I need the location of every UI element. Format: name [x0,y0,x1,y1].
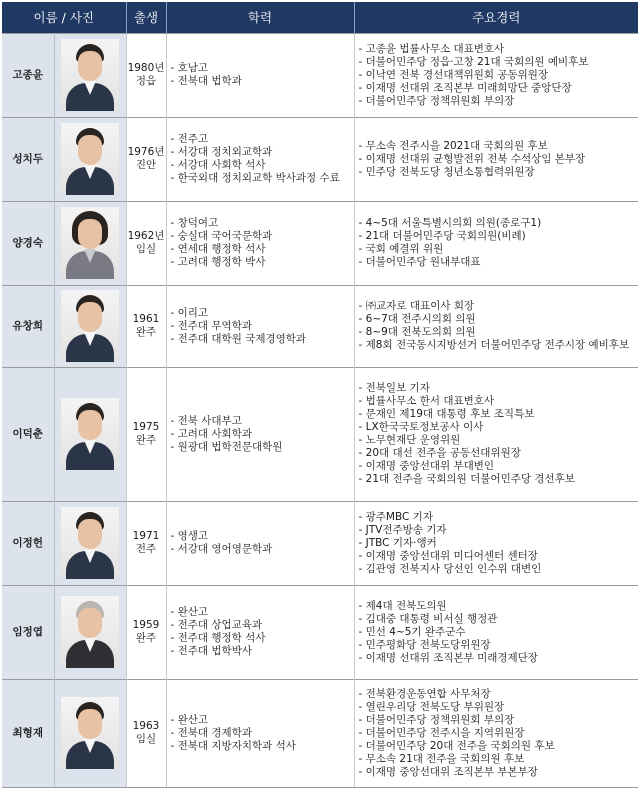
birth-cell [126,201,166,285]
education-item: - 전북대 법학과 [171,75,354,88]
birth-place: 진안 [135,159,157,171]
education-item: - 완산고 [171,714,354,727]
career-item: - 김대중 대통령 비서실 행정관 [359,613,639,626]
career-item: - 민주당 전북도당 청년소통협력위원장 [359,166,639,179]
candidate-name: 이덕춘 [2,367,54,501]
birth-cell [126,367,166,501]
career-item: - 8~9대 전북도의회 의원 [359,326,639,339]
birth-cell [126,33,166,117]
birth-cell [126,679,166,787]
birth-place: 전주 [135,543,157,555]
career-item: - 김관영 전북지사 당선인 인수위 대변인 [359,563,639,576]
education-cell [166,33,354,117]
career-item: - 21대 더불어민주당 국회의원(비례) [359,230,639,243]
candidate-photo [61,207,119,279]
candidate-photo [61,39,119,111]
birth-place: 완주 [135,326,157,338]
career-cell [354,679,638,787]
birth-place: 임실 [135,733,157,745]
career-item: - ㈜교자로 대표이사 회장 [359,300,639,313]
education-item: - 한국외대 정치외교학 박사과정 수료 [171,172,354,185]
career-item: - 이재명 선대위 조직본부 미래희망단 중앙단장 [359,82,639,95]
career-item: - 제8회 전국동시지방선거 더불어민주당 전주시장 예비후보 [359,339,639,352]
career-item: - 더불어민주당 정책위원회 부의장 [359,95,639,108]
career-item: - 더불어민주당 전주시을 지역위원장 [359,727,639,740]
candidate-name: 고종윤 [2,33,54,117]
education-item: - 전북대 지방자치학과 석사 [171,740,354,753]
birth-cell [126,117,166,201]
career-item: - 더불어민주당 원내부대표 [359,256,639,269]
candidate-photo [61,697,119,769]
career-item: - JTBC 기자·앵커 [359,537,639,550]
career-cell [354,501,638,585]
career-item: - 전북환경운동연합 사무처장 [359,688,639,701]
birth-year: 1980년 [127,62,165,74]
education-item: - 전주대 행정학 석사 [171,632,354,645]
career-item: - 이재명 중앙선대위 조직본부 부본부장 [359,766,639,779]
career-item: - 노무현재단 운영위원 [359,434,639,447]
career-item: - LX한국국토정보공사 이사 [359,421,639,434]
table-row [2,679,638,787]
education-item: - 전북 사대부고 [171,415,354,428]
education-cell [166,585,354,679]
table-row [2,33,638,117]
education-item: - 전주대 상업교육과 [171,619,354,632]
career-item: - 전북일보 기자 [359,382,639,395]
birth-cell [126,501,166,585]
education-item: - 전주대 법학박사 [171,645,354,658]
career-cell [354,117,638,201]
career-item: - 더불어민주당 정책위원회 부의장 [359,714,639,727]
career-list [359,43,639,108]
career-cell [354,367,638,501]
career-item: - 이재명 중앙선대위 미디어센터 센터장 [359,550,639,563]
birth-place: 완주 [135,434,157,446]
education-list [171,307,354,346]
education-item: - 숭실대 국어국문학과 [171,230,354,243]
candidate-name: 유창희 [2,285,54,367]
photo-cell [54,501,126,585]
career-item: - 광주MBC 기자 [359,511,639,524]
birth-year: 1971 [132,530,160,542]
birth-cell [126,585,166,679]
education-cell [166,117,354,201]
birth-year: 1963 [132,720,160,732]
education-item: - 전주고 [171,133,354,146]
career-item: - 민주평화당 전북도당위원장 [359,639,639,652]
education-cell [166,367,354,501]
candidate-photo [61,507,119,579]
career-item: - 4~5대 서울특별시의회 의원(종로구1) [359,217,639,230]
birth-year: 1962년 [127,230,165,242]
career-item: - 이낙연 전북 경선대책위원회 공동위원장 [359,69,639,82]
career-list [359,382,639,486]
photo-cell [54,117,126,201]
career-cell [354,201,638,285]
education-item: - 완산고 [171,606,354,619]
career-list [359,511,639,576]
education-item: - 영생고 [171,530,354,543]
table-row [2,367,638,501]
education-list [171,714,354,753]
education-item: - 전북대 경제학과 [171,727,354,740]
education-list [171,62,354,88]
header-education: 학력 [166,2,354,33]
birth-year: 1976년 [127,146,165,158]
candidate-photo [61,123,119,195]
career-list [359,688,639,779]
career-item: - 문재인 제19대 대통령 후보 조직특보 [359,408,639,421]
career-item: - 더불어민주당 20대 전주을 국회의원 후보 [359,740,639,753]
candidate-name: 양경숙 [2,201,54,285]
header-name-photo: 이름 / 사진 [2,2,126,33]
career-item: - 6~7대 전주시의회 의원 [359,313,639,326]
education-item: - 호남고 [171,62,354,75]
education-item: - 서강대 영어영문학과 [171,543,354,556]
career-list [359,300,639,352]
candidate-name: 이정헌 [2,501,54,585]
career-item: - 무소속 전주시을 2021대 국회의원 후보 [359,140,639,153]
birth-place: 정읍 [135,75,157,87]
career-item: - 20대 대선 전주을 공동선대위원장 [359,447,639,460]
birth-year: 1959 [132,619,160,631]
career-item: - 더불어민주당 정읍·고창 21대 국회의원 예비후보 [359,56,639,69]
photo-cell [54,367,126,501]
header-career: 주요경력 [354,2,638,33]
birth-cell [126,285,166,367]
candidate-name: 최형재 [2,679,54,787]
career-list [359,140,639,179]
education-item: - 이리고 [171,307,354,320]
table-row [2,285,638,367]
education-item: - 고려대 행정학 박사 [171,256,354,269]
table-body [2,33,638,787]
career-item: - 고종윤 법률사무소 대표변호사 [359,43,639,56]
career-item: - 이재명 선대위 균형발전위 전북 수석상임 본부장 [359,153,639,166]
education-cell [166,679,354,787]
education-item: - 서강대 사회학 석사 [171,159,354,172]
photo-cell [54,33,126,117]
education-list [171,530,354,556]
birth-year: 1975 [132,421,160,433]
career-item: - 열린우리당 전북도당 부위원장 [359,701,639,714]
education-item: - 서강대 정치외교학과 [171,146,354,159]
career-item: - 21대 전주을 국회의원 더불어민주당 경선후보 [359,473,639,486]
candidate-profile-table [2,2,638,788]
photo-cell [54,585,126,679]
education-cell [166,501,354,585]
career-item: - 무소속 21대 전주을 국회의원 후보 [359,753,639,766]
education-item: - 창덕여고 [171,217,354,230]
career-cell [354,585,638,679]
photo-cell [54,679,126,787]
career-cell [354,33,638,117]
education-list [171,133,354,185]
candidate-name: 임정엽 [2,585,54,679]
education-item: - 전주대 대학원 국제경영학과 [171,333,354,346]
education-item: - 원광대 법학전문대학원 [171,441,354,454]
table-row [2,201,638,285]
candidate-photo [61,290,119,362]
candidate-photo [61,398,119,470]
education-item: - 고려대 사회학과 [171,428,354,441]
education-item: - 연세대 행정학 석사 [171,243,354,256]
education-list [171,217,354,269]
table-row [2,585,638,679]
birth-year: 1961 [132,313,160,325]
career-item: - 제4대 전북도의원 [359,600,639,613]
birth-place: 임실 [135,243,157,255]
career-item: - 이재명 선대위 조직본부 미래경제단장 [359,652,639,665]
birth-place: 완주 [135,632,157,644]
career-item: - 이재명 중앙선대위 부대변인 [359,460,639,473]
education-cell [166,201,354,285]
candidate-name: 성치두 [2,117,54,201]
table-row [2,117,638,201]
education-item: - 전주대 무역학과 [171,320,354,333]
career-item: - 국회 예결위 위원 [359,243,639,256]
career-list [359,217,639,269]
candidate-photo [61,596,119,668]
education-list [171,415,354,454]
table-header-row [2,2,638,33]
career-list [359,600,639,665]
career-cell [354,285,638,367]
career-item: - 민선 4~5기 완주군수 [359,626,639,639]
table-row [2,501,638,585]
header-birth: 출생 [126,2,166,33]
photo-cell [54,201,126,285]
education-cell [166,285,354,367]
career-item: - 법률사무소 한서 대표변호사 [359,395,639,408]
career-item: - JTV전주방송 기자 [359,524,639,537]
education-list [171,606,354,658]
photo-cell [54,285,126,367]
